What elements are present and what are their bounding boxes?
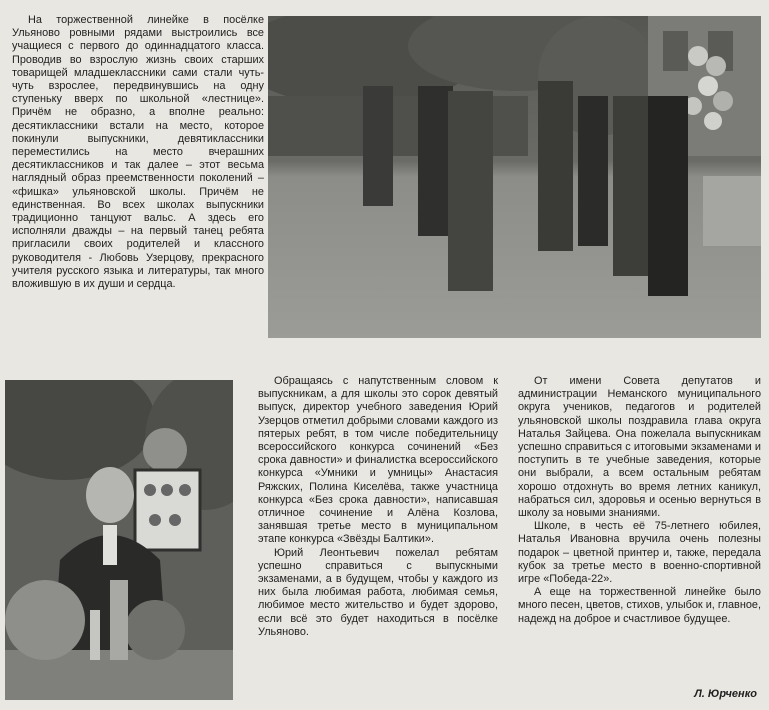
waltz-photo-image (268, 16, 761, 338)
article-paragraph: Школе, в честь её 75-летнего юбилея, Наталья Ивановна вручила очень полезны подарок – цветной принтер и, также, передала кубок за третье место в военно-спортивной игре «Победа-22». (518, 520, 761, 586)
article-column-top-left (12, 14, 264, 291)
director-photo (5, 380, 233, 700)
waltz-photo (268, 16, 761, 338)
author-signature: Л. Юрченко (694, 688, 757, 700)
article-column-right (518, 375, 761, 626)
article-paragraph: На торжественной линейке в посёлке Ульяново ровными рядами выстроились все учащиеся с первого до одиннадцатого класса. Проводив во взрослую жизнь своих старших товарищей младшеклассники сами стали чуть-чуть взрослее, передвинувшись на одну ступеньку вверх по школьной «лестнице». Причём не образно, а вполне реально: десятиклассники встали на место, которое покинули выпускники, девятиклассники переместились на место вчерашних десятиклассников и так далее – этот весьма наглядный образ преемственности поколений – «фишка» ульяновской школы. Причём не единственная. Во всех школах выпускники традиционно танцуют вальс. А здесь его исполняли дважды – на первый танец ребята пригласили своих родителей и классного руководителя - Любовь Узерцову, прекрасного учителя русского языка и литературы, так много вложившую в их души и сердца. (12, 14, 264, 291)
article-paragraph: От имени Совета депутатов и администрации Неманского муниципального округа учеников, педагогов и родителей ульяновской школы поздравила глава округа Наталья Зайцева. Она пожелала выпускникам успешно справиться с итоговыми экзаменами и поступить в те учебные заведения, которые они выбрали, а всем остальным ребятам хорошо отдохнуть во время летних каникул, набраться сил, здоровья и осенью вернуться в школу за новыми знаниями. (518, 375, 761, 520)
article-paragraph: Обращаясь с напутственным словом к выпускникам, а для школы это сорок девятый выпуск, директор учебного заведения Юрий Узерцов отметил добрыми словами каждого из пятерых ребят, в том числе победительницу всероссийского конкурса сочинений «Без срока давности» и финалистка всероссийского конкурса «Умники и умницы» Анастасия Ряжских, Полина Киселёва, также участница конкурса «Без срока давности», написавшая отличное сочинение и Алёна Козлова, занявшая третье место в муниципальном этапе конкурса «Звёзды Балтики». (258, 375, 498, 546)
article-paragraph: А еще на торжественной линейке было много песен, цветов, стихов, улыбок и, главное, надежд на доброе и счастливое будущее. (518, 586, 761, 625)
article-column-middle (258, 375, 498, 639)
article-paragraph: Юрий Леонтьевич пожелал ребятам успешно справиться с выпускными экзаменами, а в будущем, чтобы у каждого из них была любимая работа, любимая семья, любимое место жительство и будет здорово, если всё это будет находиться в посёлке Ульяново. (258, 546, 498, 638)
director-photo-image (5, 380, 233, 700)
